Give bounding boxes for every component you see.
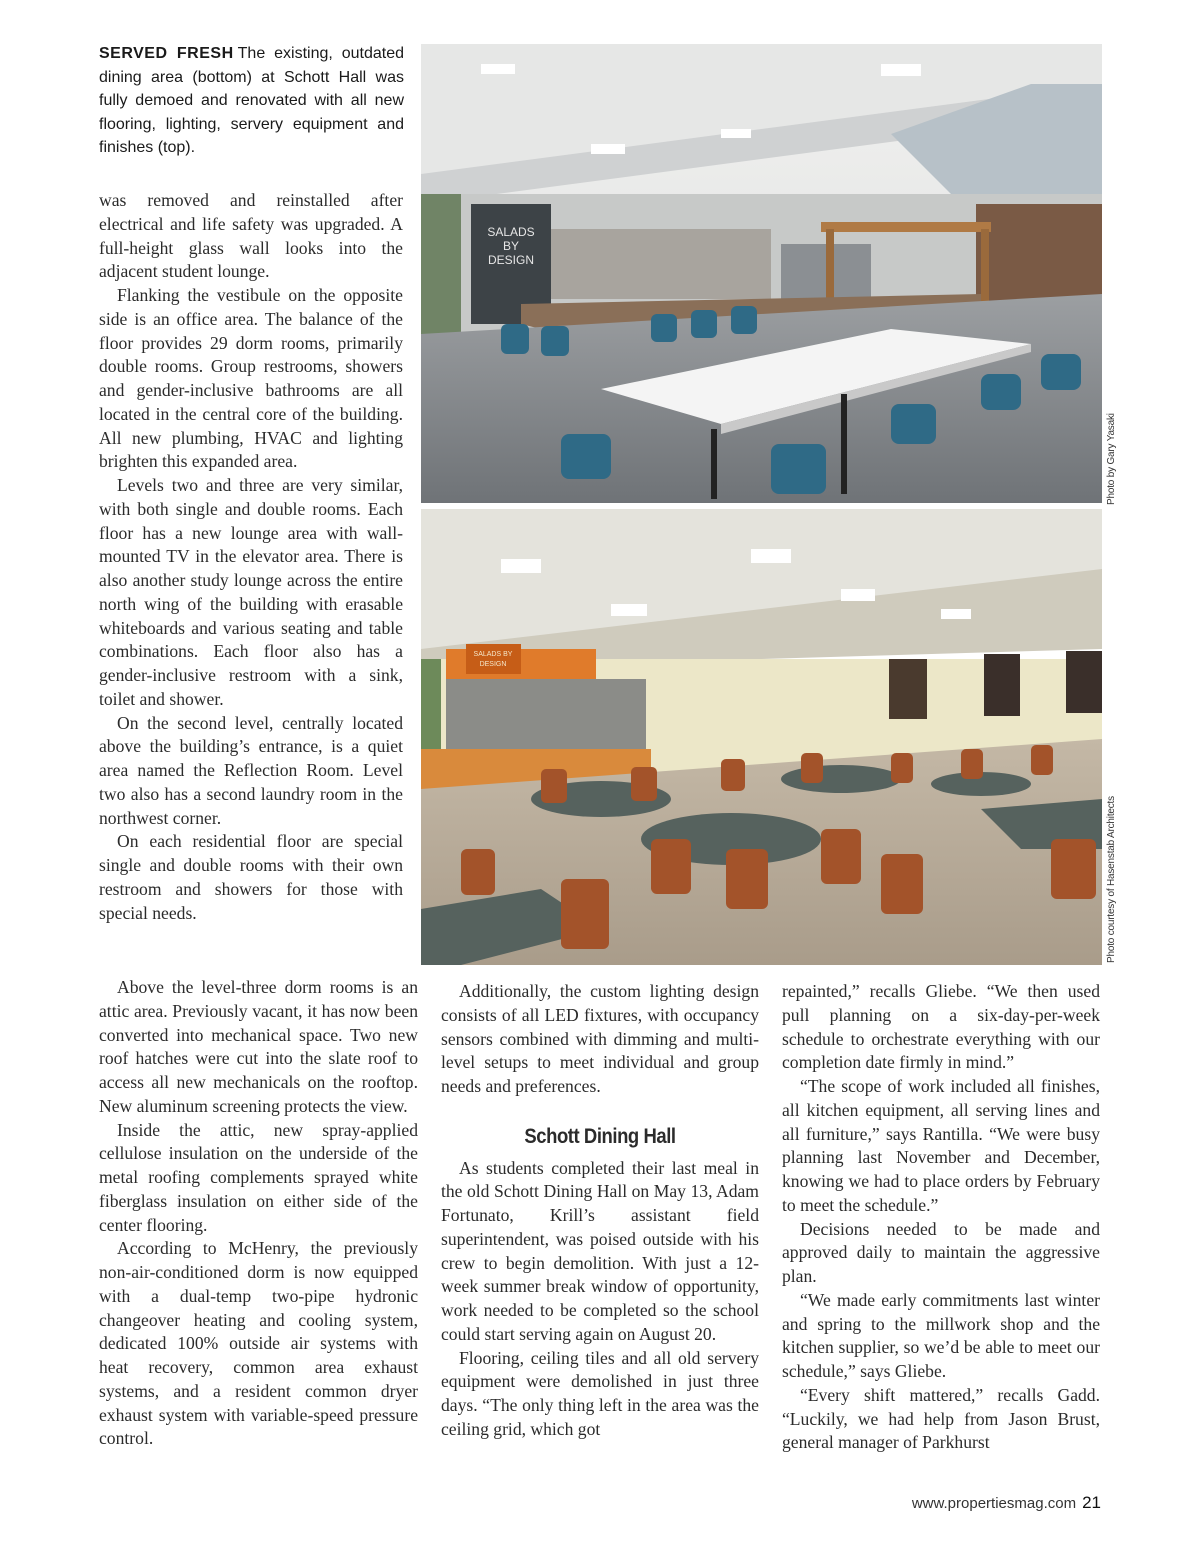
wall-picture	[1066, 651, 1102, 713]
paragraph: Additionally, the custom lighting design consists of all LED fixtures, with occupancy sensors combined with dimming and multi-level setups to meet individual and group needs and preferences.	[441, 981, 759, 1096]
wall-picture	[984, 654, 1020, 716]
paragraph: repainted,” recalls Gliebe. “We then used pull planning on a six-day-per-week schedule to orchestrate everything with our completion date firmly in mind.”	[782, 981, 1100, 1073]
page-footer	[912, 1493, 1101, 1513]
paragraph: According to McHenry, the previously non-air-conditioned dorm is now equipped with a dual-temp two-pipe hydronic changeover heating and cooling system, dedicated 100% outside air systems with heat recovery, common area exhaust systems, and a resident common dryer exhaust system with variable-speed pressure control.	[99, 1238, 418, 1449]
column-1-lower	[99, 976, 418, 1451]
section-heading: Schott Dining Hall	[524, 1124, 676, 1148]
sign-line: SALADS	[487, 225, 535, 239]
old-sign	[466, 644, 521, 674]
sign-line: BY	[502, 239, 520, 253]
paragraph: Above the level-three dorm rooms is an attic area. Previously vacant, it has now been converted into mechanical space. Two new roof hatches were cut into the slate roof to access all new mechanicals on the rooftop. New aluminum screening protects the view.	[99, 977, 418, 1116]
renovated-dining-photo	[421, 44, 1102, 503]
sign-line: DESIGN	[487, 253, 535, 267]
paragraph: Flanking the vestibule on the opposite side is an office area. The balance of the floor provides 29 dorm rooms, primarily double rooms. Group restrooms, showers and gender-inclusive bathrooms are all located in the central core of the building. All new plumbing, HVAC and lighting brighten this expanded area.	[99, 285, 403, 472]
photo-caption	[99, 42, 404, 160]
column-3	[782, 980, 1100, 1455]
paragraph: “We made early commitments last winter and spring to the millwork shop and the kitchen supplier, so we’d be able to meet our schedule,” says Gliebe.	[782, 1289, 1100, 1381]
old-sign-line: DESIGN	[479, 661, 507, 668]
column-2	[441, 980, 759, 1442]
paragraph: Decisions needed to be made and approved daily to maintain the aggressive plan.	[782, 1218, 1100, 1286]
paragraph: As students completed their last meal in the old Schott Dining Hall on May 13, Adam Fortunato, Krill’s assistant field superintendent, was poised outside with his crew to begin demolition. With just a 12-week summer break window of opportunity, work needed to be completed so the school could start serving again on August 20.	[441, 1157, 759, 1344]
column-1-upper	[99, 189, 403, 925]
photo-credit-top: Photo by Gary Yasaki	[1106, 413, 1117, 505]
wall-picture	[889, 659, 927, 719]
old-sign-line: SALADS BY	[473, 651, 513, 658]
footer-url: www.propertiesmag.com	[911, 1495, 1077, 1512]
paragraph: Inside the attic, new spray-applied cellulose insulation on the underside of the metal roofing complements sprayed white fiberglass insulation on either side of the center flooring.	[99, 1119, 418, 1235]
old-dining-photo	[421, 509, 1102, 965]
paragraph: On the second level, centrally located above the building’s entrance, is a quiet area named the Reflection Room. Level two also has a second laundry room in the northwest corner.	[99, 712, 403, 828]
page-number: 21	[1082, 1493, 1101, 1512]
caption-lead: SERVED FRESH	[99, 45, 234, 62]
paragraph: Flooring, ceiling tiles and all old servery equipment were demolished in just three days. “The only thing left in the area was the ceiling grid, which got	[441, 1347, 759, 1439]
paragraph: “The scope of work included all finishes, all kitchen equipment, all serving lines and all furniture,” says Rantilla. “We were busy planning last November and December, knowing we had to place orders by February to meet the schedule.”	[782, 1076, 1100, 1215]
photo-credit-bottom: Photo courtesy of Hasenstab Architects	[1106, 796, 1117, 963]
caption-text: The existing, outdated dining area (bottom) at Schott Hall was fully demoed and renovated with all new flooring, lighting, servery equipment and finishes (top).	[99, 45, 404, 156]
paragraph: was removed and reinstalled after electrical and life safety was upgraded. A full-height glass wall looks into the adjacent student lounge.	[99, 190, 403, 282]
paragraph: On each residential floor are special single and double rooms with their own restroom and showers for those with special needs.	[99, 831, 403, 923]
paragraph: “Every shift mattered,” recalls Gadd. “Luckily, we had help from Jason Brust, general manager of Parkhurst	[782, 1384, 1100, 1453]
paragraph: Levels two and three are very similar, with both single and double rooms. Each floor has a new lounge area with wall-mounted TV in the elevator area. There is also another study lounge across the entire north wing of the building with erasable whiteboards and various seating and table combinations. Each floor also has a gender-inclusive restroom with a sink, toilet and shower.	[99, 475, 403, 709]
